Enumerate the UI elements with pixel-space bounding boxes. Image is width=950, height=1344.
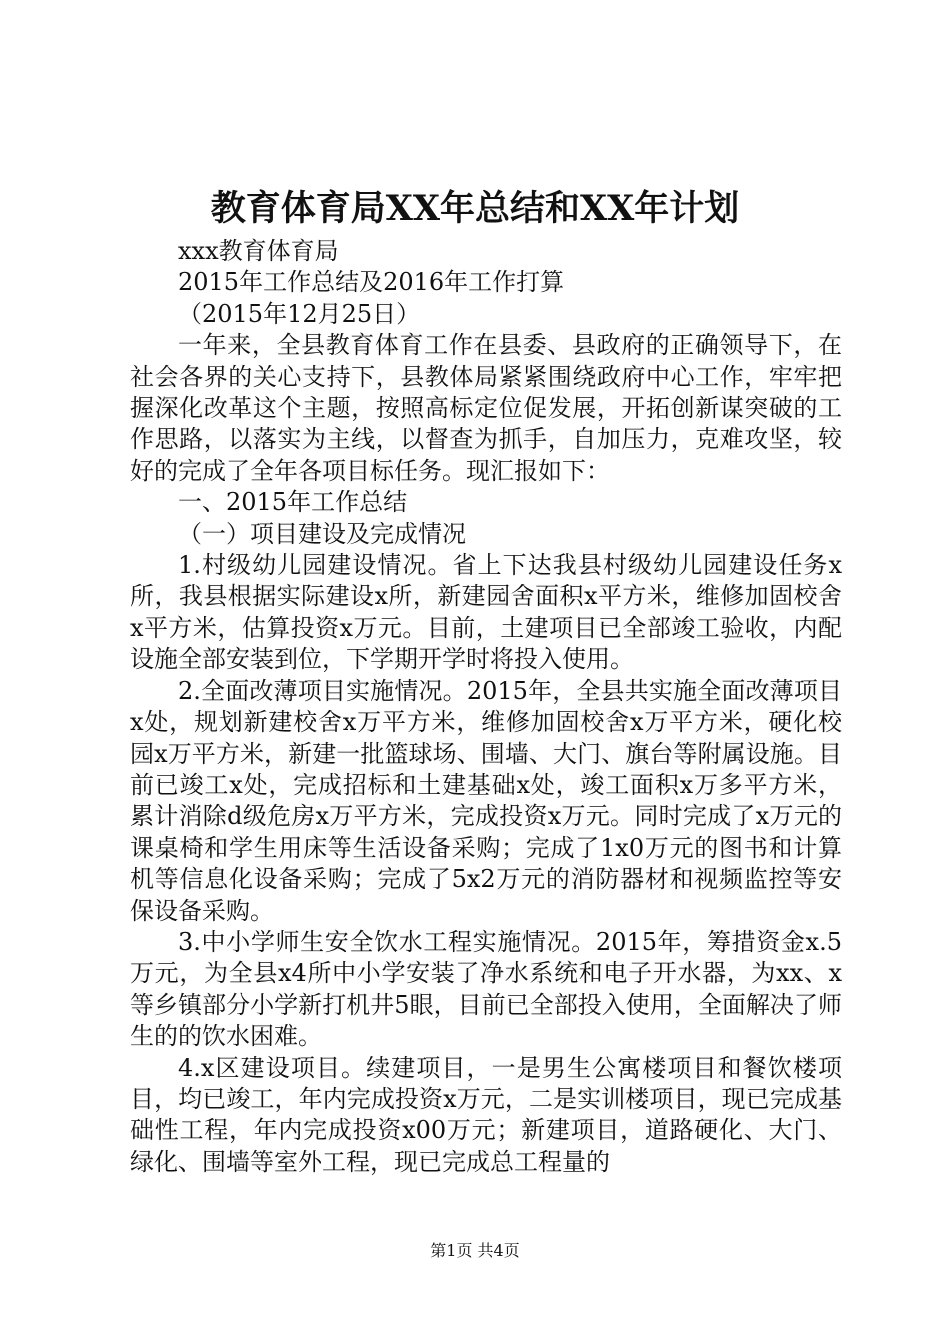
document-body xyxy=(130,236,842,1178)
paragraph: 2015年工作总结及2016年工作打算 xyxy=(178,268,565,297)
paragraph: 3.中小学师生安全饮水工程实施情况。2015年，筹措资金x.5万元，为全县x4所中小学安装了净水系统和电子开水器，为xx、x等乡镇部分小学新打机井5眼，目前已全部投入使用，全面解决了师生的的饮水困难。 xyxy=(130,927,842,1051)
paragraph: 2.全面改薄项目实施情况。2015年，全县共实施全面改薄项目x处，规划新建校舍x万平方米，维修加固校舍x万平方米，硬化校园x万平方米，新建一批篮球场、围墙、大门、旗台等附属设施。目前已竣工x处，完成招标和土建基础x处，竣工面积x万多平方米，累计消除d级危房x万平方米，完成投资x万元。同时完成了x万元的课桌椅和学生用床等生活设备采购；完成了1x0万元的图书和计算机等信息化设备采购；完成了5x2万元的消防器材和视频监控等安保设备采购。 xyxy=(130,676,842,925)
document-title: 教育体育局XX年总结和XX年计划 xyxy=(210,188,740,229)
section-heading: 一、2015年工作总结 xyxy=(178,488,408,517)
paragraph: 一年来，全县教育体育工作在县委、县政府的正确领导下，在社会各界的关心支持下，县教体局紧紧围绕政府中心工作，牢牢把握深化改革这个主题，按照高标定位促发展，开拓创新谋突破的工作思路，以落实为主线，以督查为抓手，自加压力，克难攻坚，较好的完成了全年各项目标任务。现汇报如下： xyxy=(130,331,842,485)
paragraph: xxx教育体育局 xyxy=(178,237,339,265)
subsection-heading: （一）项目建设及完成情况 xyxy=(178,519,466,548)
paragraph: 4.x区建设项目。续建项目，一是男生公寓楼项目和餐饮楼项目，均已竣工，年内完成投资x万元，二是实训楼项目，现已完成基础性工程，年内完成投资x00万元；新建项目，道路硬化、大门、绿化、围墙等室外工程，现已完成总工程量的 xyxy=(130,1053,842,1176)
page-footer: 第1页 共4页 xyxy=(430,1241,520,1260)
paragraph: （2015年12月25日） xyxy=(178,299,421,328)
paragraph: 1.村级幼儿园建设情况。省上下达我县村级幼儿园建设任务x所，我县根据实际建设x所，新建园舍面积x平方米，维修加固校舍x平方米，估算投资x万元。目前，土建项目已全部竣工验收，内配设施全部安装到位，下学期开学时将投入使用。 xyxy=(130,551,842,674)
